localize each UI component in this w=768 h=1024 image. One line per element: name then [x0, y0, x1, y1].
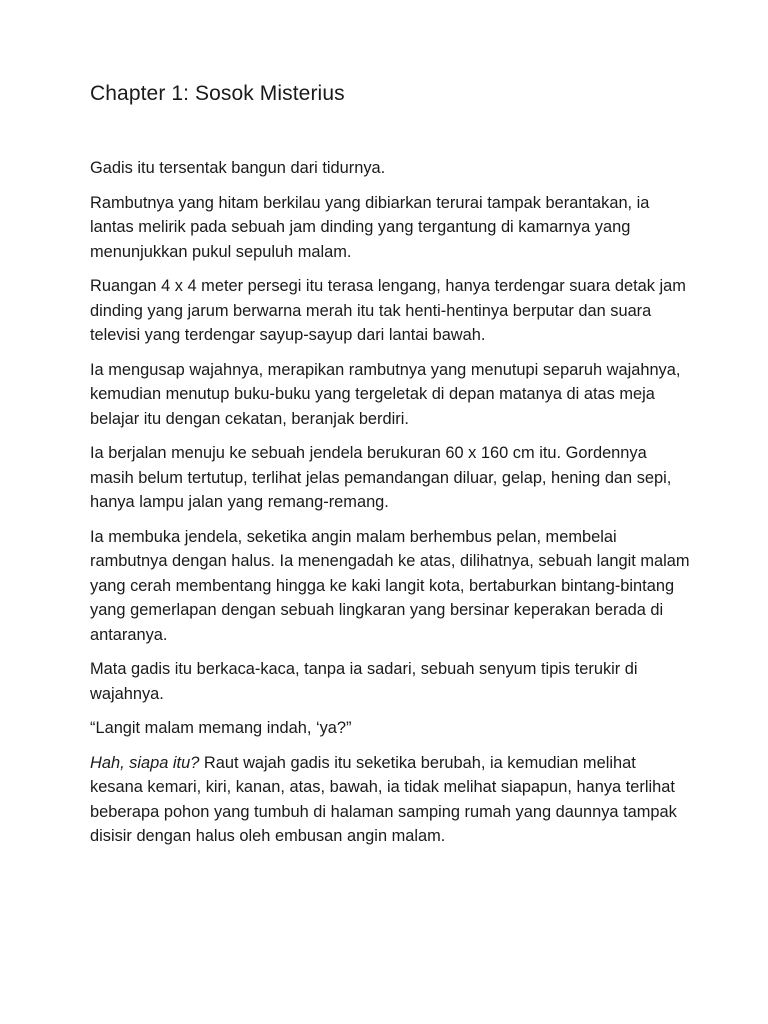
paragraph: Ruangan 4 x 4 meter persegi itu terasa lengang, hanya terdengar suara detak jam dinding yang jarum berwarna merah itu tak henti-hentinya berputar dan suara televisi yang terdengar sayup-sayup dari lantai bawah.: [90, 277, 686, 344]
paragraph: Ia mengusap wajahnya, merapikan rambutnya yang menutupi separuh wajahnya, kemudian menutup buku-buku yang tergeletak di depan matanya di atas meja belajar itu dengan cekatan, beranjak berdiri.: [90, 360, 681, 428]
paragraph: Ia membuka jendela, seketika angin malam berhembus pelan, membelai rambutnya dengan halus. Ia menengadah ke atas, dilihatnya, sebuah langit malam yang cerah membentang hingga ke kaki langit kota, bertaburkan bintang-bintang yang gemerlapan dengan sebuah lingkaran yang bersinar keperakan berada di antaranya.: [90, 527, 690, 644]
paragraph: Mata gadis itu berkaca-kaca, tanpa ia sadari, sebuah senyum tipis terukir di wajahnya.: [90, 660, 638, 703]
chapter-title: Chapter 1: Sosok Misterius: [90, 82, 345, 105]
italic-thought: Hah, siapa itu?: [90, 753, 200, 772]
paragraph-last: [90, 751, 690, 849]
dialogue-paragraph: “Langit malam memang indah, ‘ya?”: [90, 719, 352, 737]
paragraph: Rambutnya yang hitam berkilau yang dibiarkan terurai tampak berantakan, ia lantas melirik pada sebuah jam dinding yang tergantung di kamarnya yang menunjukkan pukul sepuluh malam.: [90, 193, 650, 261]
document-page: [90, 80, 690, 859]
paragraph-text: Raut wajah gadis itu seketika berubah, ia kemudian melihat kesana kemari, kiri, kanan, atas, bawah, ia tidak melihat siapapun, hanya terlihat beberapa pohon yang tumbuh di halaman samping rumah yang daunnya tampak disisir dengan halus oleh embusan angin malam.: [90, 753, 677, 845]
paragraph: Ia berjalan menuju ke sebuah jendela berukuran 60 x 160 cm itu. Gordennya masih belum tertutup, terlihat jelas pemandangan diluar, gelap, hening dan sepi, hanya lampu jalan yang remang-remang.: [90, 444, 672, 511]
paragraph: Gadis itu tersentak bangun dari tidurnya.: [90, 159, 386, 177]
